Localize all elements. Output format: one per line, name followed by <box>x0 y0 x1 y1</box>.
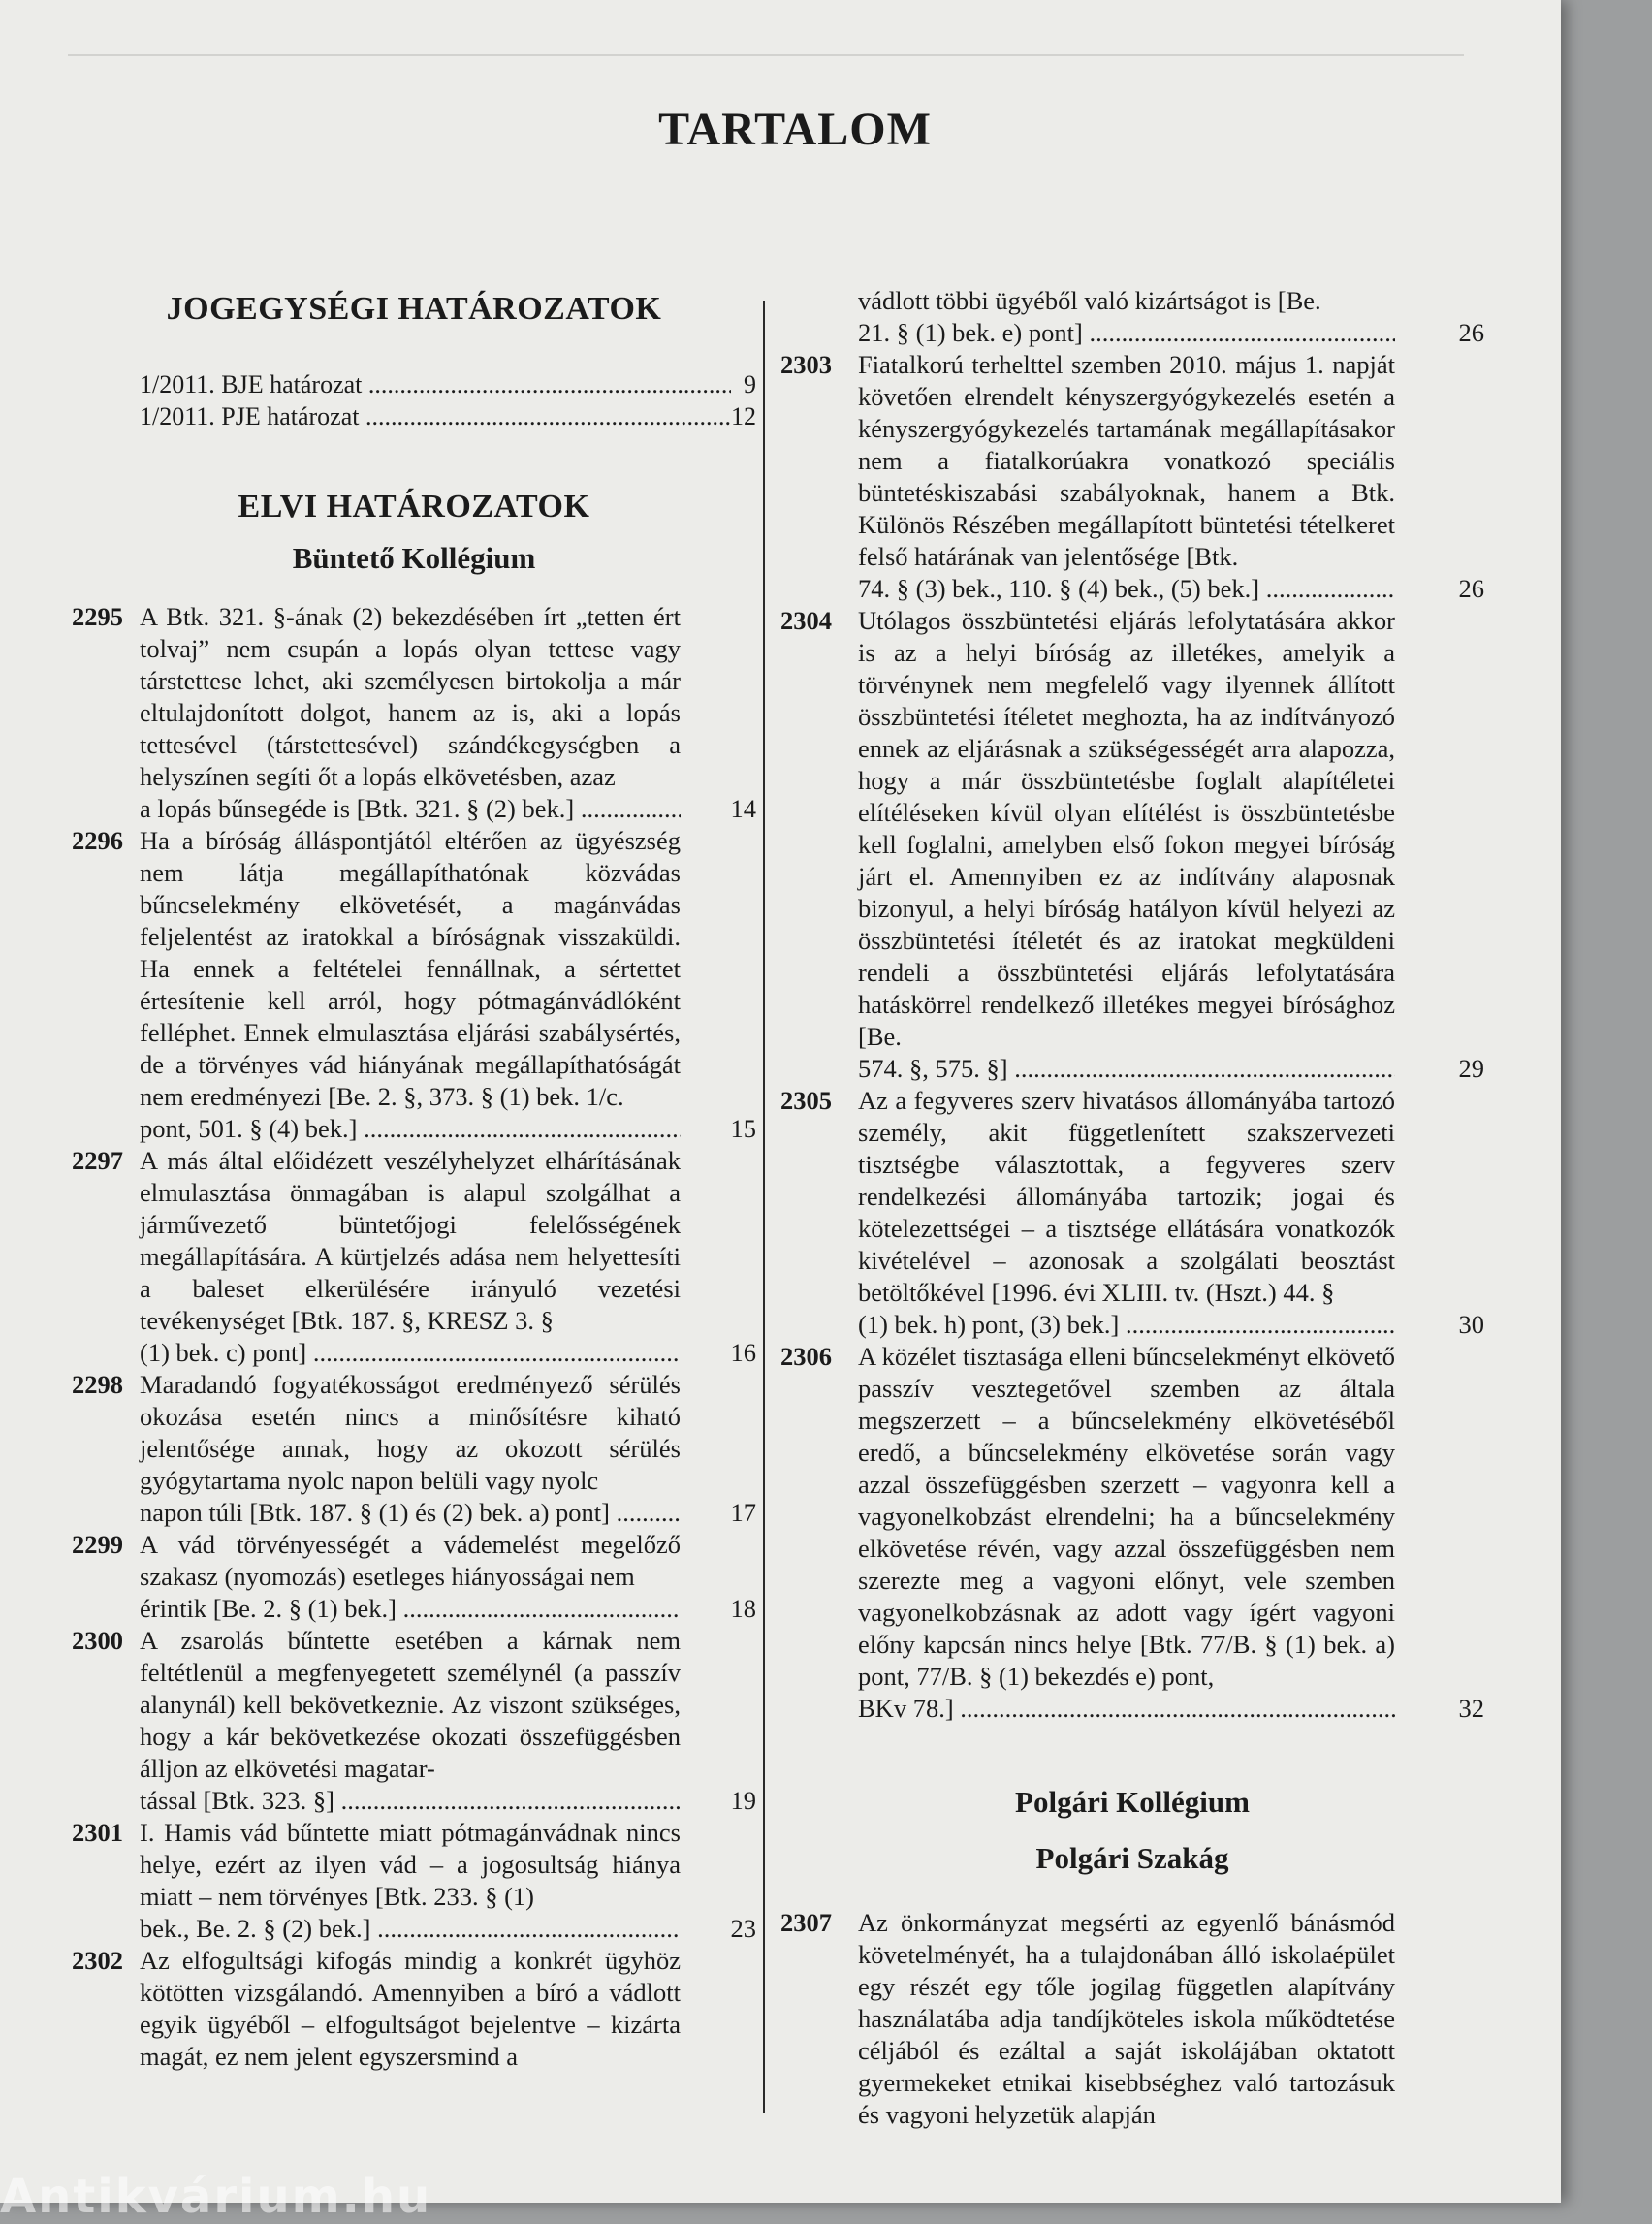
page-number: 14 <box>730 794 756 823</box>
entry-text: Maradandó fogyatékosságot eredményező sérülés okozása esetén nincs a minősítésre kiható jelentősége annak, hogy az okozott sérülés gyógytartama nyolc napon belüli vagy nyolc <box>140 1370 681 1495</box>
toc-item[interactable]: 1/2011. BJE határozat ..... 9 <box>72 368 756 400</box>
toc-entry-2297[interactable] <box>72 1145 756 1369</box>
left-column <box>72 291 756 2073</box>
entry-number: 2306 <box>780 1342 832 1371</box>
entry-text: Ha a bíróság álláspontjától eltérően az ügyészség nem látja megállapíthatónak közvádas bűncselekmény elkövetését, a magánvádas feljelentést az iratokkal a bíróságnak visszaküldi. Ha ennek a feltételei fennállnak, a sértettet értesítenie kell arról, hogy pótmagánvádlóként felléphet. Ennek elmulasztása eljárási szabálysértés, de a törvényes vád hiányának megállapíthatóságát nem eredményezi [Be. 2. §, 373. § (1) bek. 1/c. <box>140 826 681 1111</box>
page-number: 9 <box>744 370 756 398</box>
page-number: 16 <box>730 1338 756 1367</box>
toc-entry-2302[interactable] <box>72 1945 756 2073</box>
subsection-heading-polgari-szakag: Polgári Szakág <box>1035 1841 1229 1875</box>
entry-text: Utólagos összbüntetési eljárás lefolytatására akkor is az a helyi bíróság az illetékes, amelyik a törvénynek nem megfelelő vagy ilyennek állított összbüntetési ítéletet meghozta, ha az indítványozó ennek az eljárásnak a szükségességét arra alapozza, hogy a már összbüntetésbe foglalt alapítéletei elítéléseken kívül olyan elítélést is összbüntetésbe kell foglalni, amelyben első fokon megyei bíróság járt el. Amennyiben ez az indítvány alaposnak bizonyul, a helyi bíróság hatályon kívül helyezi az összbüntetési ítéletét és az iratokat megküldeni rendeli a összbüntetési eljárás lefolytatására hatáskörrel rendelkező illetékes megyei bírósághoz [Be. <box>858 606 1395 1051</box>
toc-entry-2304[interactable] <box>780 605 1484 1085</box>
section-heading-elvi: ELVI HATÁROZATOK <box>238 489 590 524</box>
page-number: 26 <box>1458 318 1484 347</box>
toc-entry-2296[interactable] <box>72 825 756 1145</box>
entry-text-last-line: (1) bek. c) pont] ..... <box>140 1337 681 1369</box>
entry-number: 2300 <box>72 1626 123 1655</box>
entry-number: 2307 <box>780 1908 832 1937</box>
right-column <box>780 285 1484 2131</box>
section-heading-jogegysegi: JOGEGYSÉGI HATÁROZATOK <box>166 291 662 327</box>
entry-text-last-line: bek., Be. 2. § (2) bek.] ..... <box>140 1913 681 1945</box>
section-heading-polgari-kollegium: Polgári Kollégium <box>1015 1785 1250 1819</box>
page-number: 19 <box>730 1786 756 1815</box>
entry-text-last-line: 574. §, 575. §] ..... <box>858 1053 1395 1085</box>
entry-text-last-line: tással [Btk. 323. §] ..... <box>140 1785 681 1817</box>
entry-text: Az önkormányzat megsérti az egyenlő bánásmód követelményét, ha a tulajdonában álló iskolaépület egy részét egy tőle jogilag független alapítvány használatába adja tandíjköteles iskola működtetése céljából és ezáltal a saját iskolájában oktatott gyermekeket etnikai kisebbséghez való tartozásuk és vagyoni helyzetük alapján <box>858 1908 1395 2129</box>
page-number: 26 <box>1458 574 1484 603</box>
entry-text-last-line: a lopás bűnsegéde is [Btk. 321. § (2) bek.] ..... <box>140 793 681 825</box>
page-number: 29 <box>1458 1054 1484 1083</box>
entry-text: A más által előidézett veszélyhelyzet elhárításának elmulasztása önmagában is alapul szolgálhat a járművezető büntetőjogi felelősségének megállapítására. A kürtjelzés adása nem helyettesíti a baleset elkerülésére irányuló vezetési tevékenységet [Btk. 187. §, KRESZ 3. § <box>140 1146 681 1335</box>
entry-number: 2301 <box>72 1818 123 1847</box>
entry-text-last-line: napon túli [Btk. 187. § (1) és (2) bek. a) pont] ..... <box>140 1497 681 1529</box>
page-number: 30 <box>1458 1310 1484 1339</box>
entry-number: 2295 <box>72 602 123 631</box>
page-number: 32 <box>1458 1694 1484 1723</box>
column-divider <box>763 301 765 2113</box>
page-number: 12 <box>731 402 756 430</box>
bleed-through-rule <box>68 54 1464 56</box>
entry-number: 2304 <box>780 606 832 635</box>
toc-item[interactable]: 1/2011. PJE határozat ..... 12 <box>72 400 756 432</box>
toc-entry-2301[interactable] <box>72 1817 756 1945</box>
entry-text-last-line: pont, 501. § (4) bek.] ..... <box>140 1113 681 1145</box>
entry-number: 2297 <box>72 1146 123 1175</box>
entry-text: A közélet tisztasága elleni bűncselekményt elkövető passzív vesztegetővel szemben az általa megszerzett – a bűncselekmény elkövetéséből eredő, a bűncselekmény elkövetése során vagy azzal összefüggésben szerzett – vagyonra kell a vagyonelkobzást elrendelni; ha a bűncselekmény elkövetése révén, vagy azzal összefüggésben nem szerezte meg a vagyoni előnyt, vele szemben vagyonelkobzásnak az adott vagy ígért vagyoni előny kapcsán nincs helye [Btk. 77/B. § (1) bek. a) pont, 77/B. § (1) bekezdés e) pont, <box>858 1342 1395 1691</box>
entry-number: 2302 <box>72 1946 123 1975</box>
toc-entry-2302-continuation[interactable] <box>780 285 1484 349</box>
page-number: 18 <box>730 1594 756 1623</box>
entry-text: Fiatalkorú terhelttel szemben 2010. május 1. napját követően elrendelt kényszergyógykezelés esetén a kényszergyógykezelés tartamának megállapításakor nem a fiatalkorúakra vonatkozó speciális büntetéskiszabási szabályoknak, hanem a Btk. Különös Részében megállapított büntetési tételkeret felső határának van jelentősége [Btk. <box>858 350 1395 571</box>
watermark: Antikvárium.hu <box>0 2170 432 2224</box>
entry-text: I. Hamis vád bűntette miatt pótmagánvádnak nincs helye, ezért az ilyen vád – a jogosultság hiánya miatt – nem törvényes [Btk. 233. § (1) <box>140 1818 681 1911</box>
entry-text-last-line: (1) bek. h) pont, (3) bek.] ..... <box>858 1309 1395 1341</box>
toc-entry-2295[interactable] <box>72 601 756 825</box>
toc-entry-2299[interactable] <box>72 1529 756 1625</box>
entry-number: 2303 <box>780 350 832 379</box>
entry-number: 2305 <box>780 1086 832 1115</box>
toc-entry-2303[interactable] <box>780 349 1484 605</box>
page-number: 23 <box>730 1914 756 1943</box>
entry-text-last-line: BKv 78.] ..... <box>858 1693 1395 1725</box>
entry-text: A Btk. 321. §-ának (2) bekezdésében írt „tetten ért tolvaj” nem csupán a lopás olyan tettese vagy társtettese lehet, aki személyesen birtokolja a már eltulajdonított dolgot, hanem az is, aki a lopás tettesével (társtettesével) szándékegységben a helyszínen segíti őt a lopás elkövetésben, azaz <box>140 602 681 791</box>
page-number: 17 <box>730 1498 756 1527</box>
entry-text: Az a fegyveres szerv hivatásos állományába tartozó személy, akit függetlenített szakszervezeti tisztségbe választottak, a fegyveres szerv rendelkezési állományába tartozik; jogai és kötelezettségei – a tisztsége ellátására vonatkozók kivételével – azonosak a szolgálati beosztást betöltőkével [1996. évi XLIII. tv. (Hszt.) 44. § <box>858 1086 1395 1307</box>
entry-text: Az elfogultsági kifogás mindig a konkrét ügyhöz kötötten vizsgálandó. Amennyiben a bíró a vádlott egyik ügyéből – elfogultságot bejelentve – kizárta magát, ez nem jelent egyszersmind a <box>140 1946 681 2071</box>
toc-entry-2307[interactable] <box>780 1907 1484 2131</box>
toc-entry-2305[interactable] <box>780 1085 1484 1341</box>
subsection-heading-bunteto: Büntető Kollégium <box>292 541 536 575</box>
entry-number: 2296 <box>72 826 123 855</box>
page-number: 15 <box>730 1114 756 1143</box>
entry-text: A zsarolás bűntette esetében a kárnak nem feltétlenül a megfenyegetett személynél (a passzív alanynál) kell bekövetkeznie. Az viszont szükséges, hogy a kár bekövetkezése okozati összefüggésben álljon az elkövetési magatar- <box>140 1626 681 1783</box>
entry-text-last-line: érintik [Be. 2. § (1) bek.] ..... <box>140 1593 681 1625</box>
entry-text: A vád törvényességét a vádemelést megelőző szakasz (nyomozás) esetleges hiányosságai nem <box>140 1530 681 1591</box>
entry-text-last-line: 21. § (1) bek. e) pont] ..... <box>858 317 1395 349</box>
entry-text: vádlott többi ügyéből való kizártságot is [Be. <box>858 286 1321 315</box>
entry-number: 2298 <box>72 1370 123 1399</box>
toc-entry-2300[interactable] <box>72 1625 756 1817</box>
toc-entry-2298[interactable] <box>72 1369 756 1529</box>
entry-text-last-line: 74. § (3) bek., 110. § (4) bek., (5) bek.] ..... <box>858 573 1395 605</box>
toc-entry-2306[interactable] <box>780 1341 1484 1725</box>
page-title: TARTALOM <box>658 104 932 156</box>
entry-number: 2299 <box>72 1530 123 1559</box>
